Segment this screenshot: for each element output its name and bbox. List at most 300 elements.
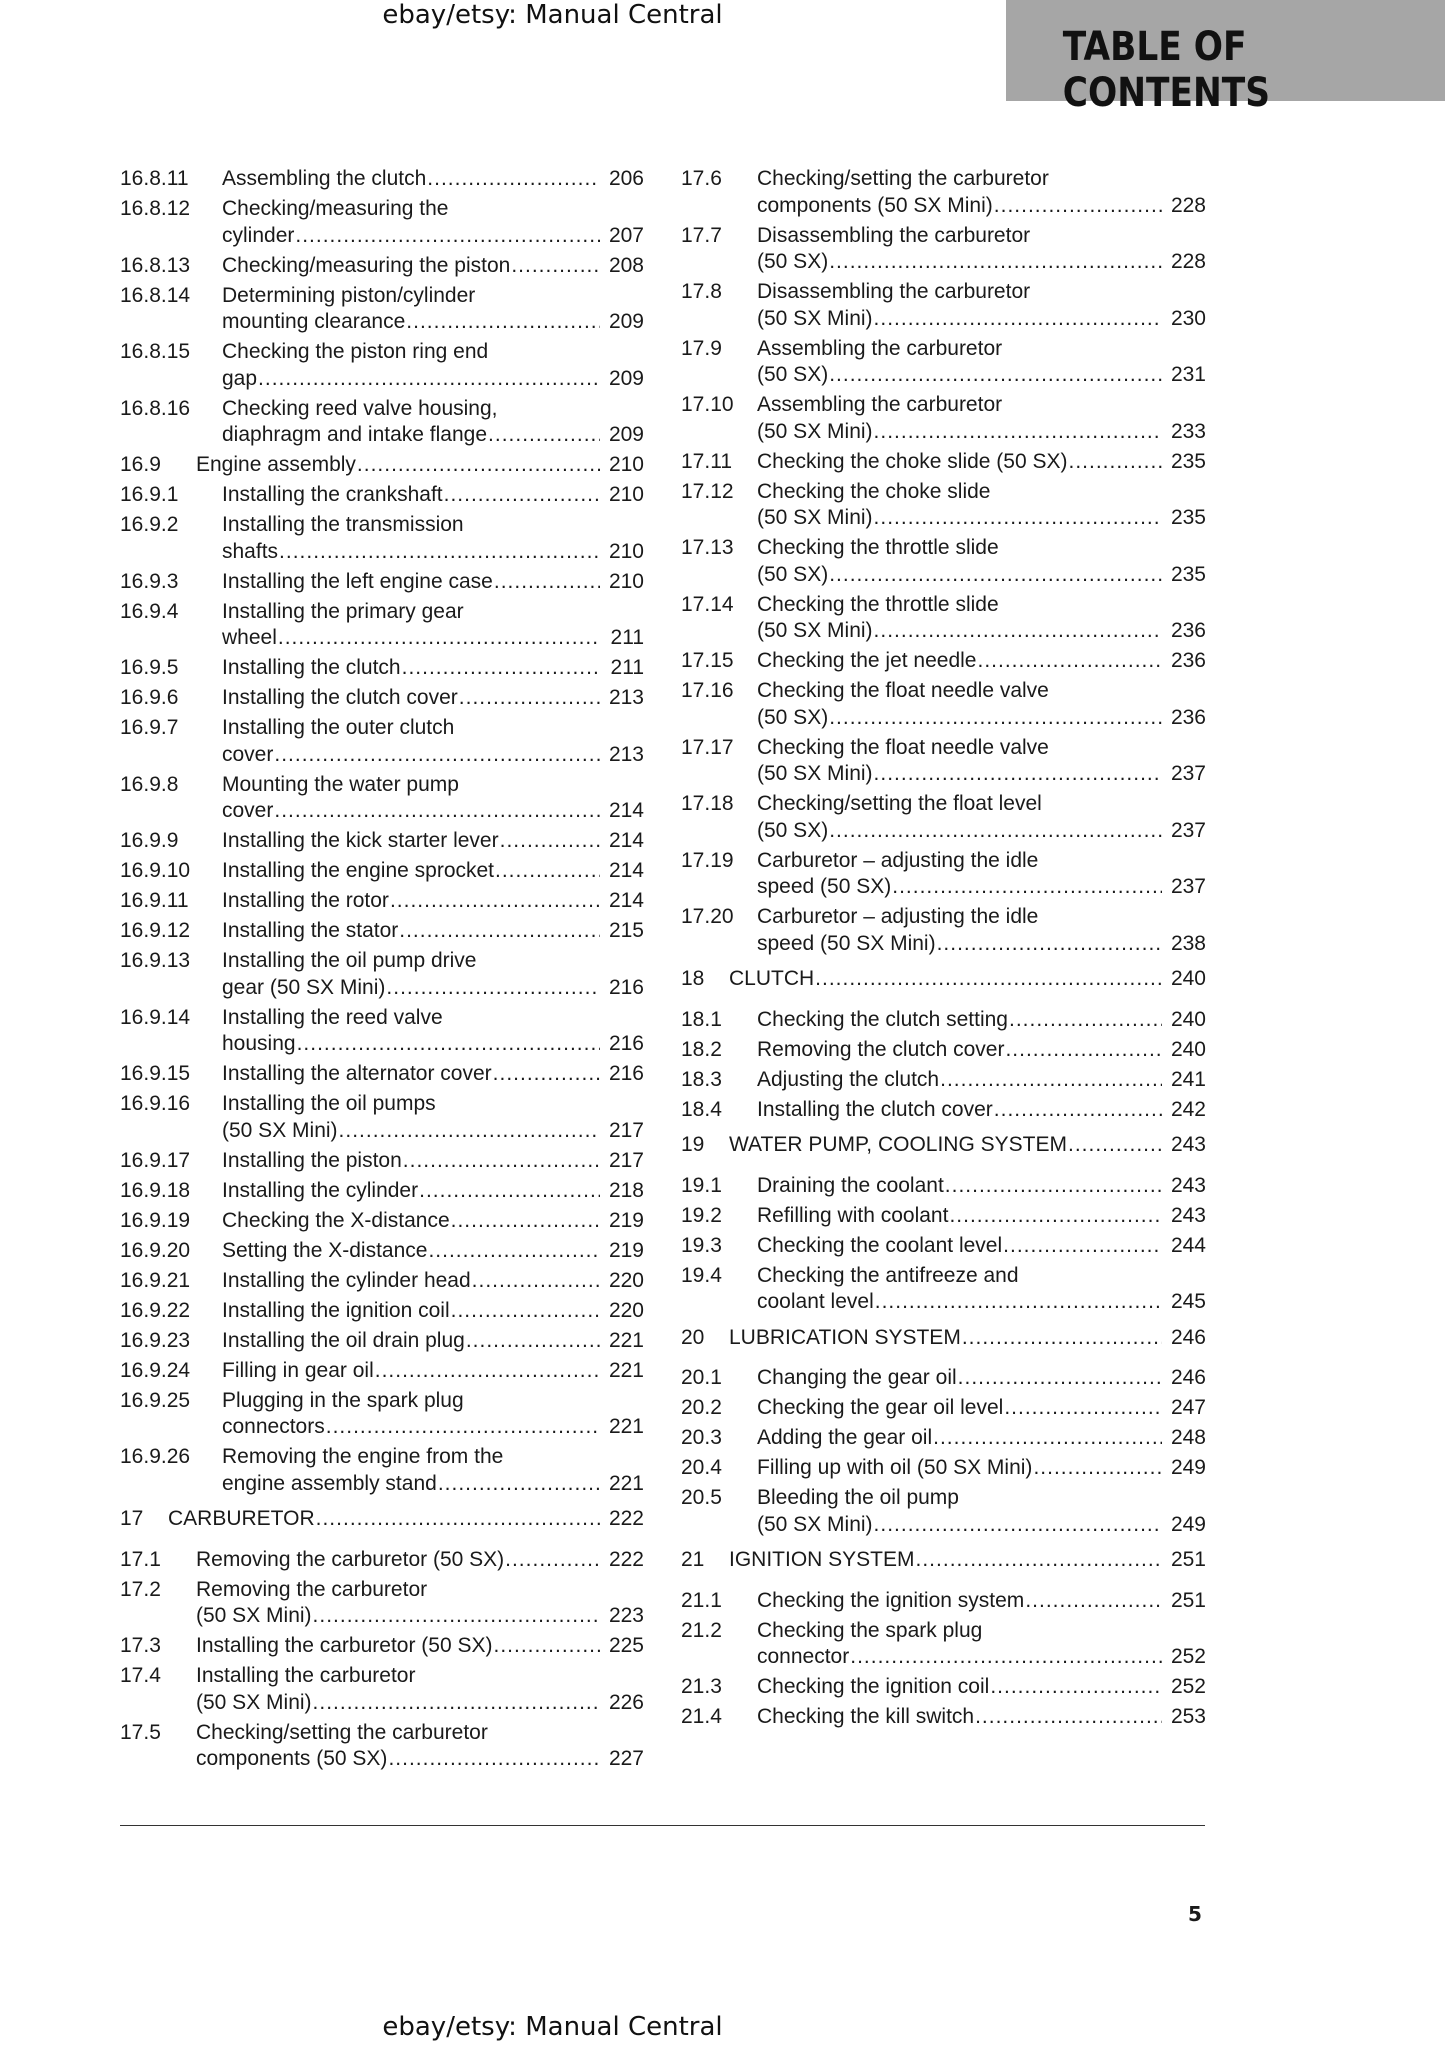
toc-entry[interactable] (120, 1178, 644, 1205)
toc-entry-title: components (50 SX Mini) (757, 193, 993, 217)
toc-page-number: 251 (1170, 1588, 1206, 1612)
toc-entry-title: Checking the ignition coil (757, 1675, 990, 1698)
toc-entry-title: LUBRICATION SYSTEM (729, 1325, 961, 1349)
toc-page-number: 238 (1170, 931, 1206, 955)
toc-entry[interactable] (120, 1268, 644, 1295)
toc-entry-title: Checking/setting the carburetor (757, 167, 1049, 190)
toc-entry[interactable] (120, 685, 644, 712)
toc-entry-number: 17.7 (681, 223, 722, 247)
dot-leader (274, 798, 600, 825)
toc-entry-title: Draining the coolant (757, 1173, 944, 1197)
dot-leader (949, 1203, 1162, 1230)
toc-entry-title: Carburetor – adjusting the idle (757, 905, 1039, 928)
toc-page-number: 217 (608, 1118, 644, 1142)
toc-entry[interactable] (681, 279, 1206, 332)
toc-entry-number: 21.1 (681, 1588, 722, 1612)
toc-page-number: 228 (1170, 250, 1206, 273)
toc-entry-title: Checking/setting the carburetor (196, 1720, 488, 1744)
dot-leader (892, 874, 1162, 901)
toc-page-number: 209 (608, 423, 644, 446)
toc-page-number: 228 (1170, 193, 1206, 217)
toc-entry[interactable] (120, 918, 644, 945)
toc-entry[interactable] (681, 479, 1206, 532)
toc-entry-number: 16.9.12 (120, 919, 191, 942)
toc-entry[interactable] (681, 904, 1206, 957)
toc-page-number: 213 (608, 686, 644, 709)
toc-page-number: 217 (608, 1148, 644, 1172)
toc-page-number: 214 (608, 889, 644, 912)
toc-entry-number: 20 (681, 1325, 705, 1349)
toc-entry-number: 17.1 (120, 1547, 161, 1571)
toc-entry[interactable] (120, 283, 644, 336)
toc-page-number: 216 (608, 1062, 644, 1085)
dot-leader (494, 569, 600, 596)
dot-leader (495, 858, 600, 885)
toc-entry[interactable] (120, 1358, 644, 1385)
toc-page-number: 235 (1170, 562, 1206, 586)
toc-entry-title: Checking the clutch setting (757, 1007, 1008, 1031)
toc-entry[interactable] (120, 253, 644, 280)
toc-entry[interactable] (120, 1547, 644, 1574)
toc-page-number: 235 (1170, 449, 1206, 473)
toc-entry[interactable] (120, 948, 644, 1001)
dot-leader (295, 223, 600, 250)
toc-entry-number: 16.8.11 (120, 167, 189, 190)
toc-page-number: 241 (1170, 1067, 1206, 1091)
toc-page-number: 220 (608, 1268, 644, 1292)
toc-chapter-entry[interactable] (681, 1132, 1206, 1159)
dot-leader (1033, 1455, 1162, 1482)
dot-leader (511, 253, 600, 280)
dot-leader (390, 888, 600, 915)
toc-entry[interactable] (681, 166, 1206, 219)
toc-entry-title: Plugging in the spark plug (222, 1388, 464, 1412)
toc-chapter-entry[interactable] (681, 966, 1206, 993)
toc-entry-title: (50 SX) (757, 250, 829, 273)
toc-entry-title: Installing the primary gear (222, 599, 464, 623)
toc-entry[interactable] (120, 196, 644, 249)
toc-entry[interactable] (120, 396, 644, 449)
toc-entry-title: Removing the carburetor (50 SX) (196, 1547, 505, 1571)
toc-entry-title: Removing the clutch cover (757, 1037, 1005, 1061)
toc-page-number: 230 (1170, 306, 1206, 330)
toc-entry[interactable] (120, 1005, 644, 1058)
toc-entry-title: Checking the throttle slide (757, 592, 999, 616)
dot-leader (945, 1173, 1162, 1200)
toc-entry[interactable] (120, 772, 644, 825)
toc-entry[interactable] (681, 1588, 1206, 1615)
dot-leader (451, 1208, 600, 1235)
toc-page-number: 252 (1170, 1675, 1206, 1698)
toc-entry-title: Removing the carburetor (196, 1577, 428, 1601)
toc-entry[interactable] (120, 599, 644, 652)
toc-entry-number: 16.9.13 (120, 949, 191, 972)
toc-entry[interactable] (120, 1663, 644, 1716)
toc-entry[interactable] (681, 1263, 1206, 1316)
dot-leader (829, 818, 1162, 845)
dot-leader (994, 1097, 1162, 1124)
toc-page-number: 209 (608, 366, 644, 390)
toc-entry[interactable] (681, 1704, 1206, 1731)
toc-entry[interactable] (681, 678, 1206, 731)
toc-entry[interactable] (681, 336, 1206, 389)
toc-entry-title: CARBURETOR (168, 1507, 315, 1530)
toc-entry-title: Checking the spark plug (757, 1618, 983, 1642)
toc-page-number: 221 (608, 1328, 644, 1352)
toc-entry-title: Installing the oil drain plug (222, 1328, 465, 1352)
toc-entry[interactable] (681, 1395, 1206, 1422)
toc-entry-title: Installing the stator (222, 919, 399, 942)
toc-entry-number: 16.9.1 (120, 483, 179, 506)
toc-page-number: 207 (608, 223, 644, 247)
toc-entry-title: housing (222, 1032, 296, 1055)
toc-entry-number: 19.2 (681, 1203, 722, 1227)
toc-entry-title: (50 SX Mini) (222, 1118, 338, 1142)
toc-page-number: 214 (608, 829, 644, 852)
toc-entry[interactable] (120, 828, 644, 855)
toc-entry-title: Checking/measuring the (222, 197, 449, 220)
dot-leader (326, 1414, 600, 1441)
toc-page-number: 247 (1170, 1396, 1206, 1419)
toc-entry-title: Filling up with oil (50 SX Mini) (757, 1456, 1033, 1479)
toc-entry[interactable] (120, 858, 644, 885)
toc-entry-number: 20.4 (681, 1456, 722, 1479)
dot-leader (829, 705, 1162, 732)
toc-page-number: 237 (1170, 762, 1206, 785)
toc-entry-number: 16.9 (120, 453, 161, 476)
toc-entry-title: CLUTCH (729, 967, 815, 990)
toc-entry-title: Changing the gear oil (757, 1366, 957, 1389)
toc-entry-number: 16.9.17 (120, 1148, 191, 1172)
toc-entry[interactable] (120, 1444, 644, 1497)
toc-entry-title: Disassembling the carburetor (757, 223, 1031, 247)
toc-entry-title: (50 SX) (757, 363, 829, 386)
dot-leader (488, 422, 600, 449)
toc-entry-title: shafts (222, 539, 279, 563)
toc-chapter-entry[interactable] (120, 1506, 644, 1533)
toc-entry-number: 17.10 (681, 393, 734, 416)
dot-leader (874, 1512, 1162, 1539)
toc-entry-number: 16.8.12 (120, 197, 191, 220)
toc-entry-number: 17.19 (681, 848, 734, 872)
toc-entry-title: Installing the reed valve (222, 1005, 443, 1029)
toc-entry-title: Engine assembly (196, 453, 356, 476)
toc-entry-number: 16.8.14 (120, 283, 191, 307)
dot-leader (962, 1325, 1162, 1352)
dot-leader (994, 193, 1162, 220)
toc-entry-number: 17.8 (681, 280, 722, 303)
toc-entry[interactable] (120, 1238, 644, 1265)
toc-entry[interactable] (120, 1091, 644, 1144)
toc-entry[interactable] (120, 512, 644, 565)
toc-entry-number: 16.9.19 (120, 1208, 191, 1232)
toc-entry-title: speed (50 SX) (757, 875, 892, 898)
toc-entry[interactable] (681, 1007, 1206, 1034)
toc-entry[interactable] (120, 1148, 644, 1175)
toc-entry-title: cover (222, 799, 274, 822)
toc-entry[interactable] (681, 1037, 1206, 1064)
page-title: TABLE OF CONTENTS (1062, 24, 1270, 116)
toc-entry[interactable] (120, 569, 644, 596)
dot-leader (406, 309, 600, 336)
toc-page-number: 216 (608, 975, 644, 999)
toc-page-number: 219 (608, 1208, 644, 1232)
toc-entry[interactable] (681, 1485, 1206, 1538)
toc-entry[interactable] (681, 392, 1206, 445)
dot-leader (874, 505, 1162, 532)
toc-entry-title: coolant level (757, 1290, 874, 1313)
toc-entry[interactable] (681, 1067, 1206, 1094)
dot-leader (357, 452, 600, 479)
toc-entry[interactable] (681, 735, 1206, 788)
toc-entry[interactable] (120, 482, 644, 509)
dot-leader (493, 1633, 600, 1660)
toc-entry-number: 16.9.8 (120, 772, 179, 796)
toc-entry-title: Installing the piston (222, 1148, 402, 1172)
toc-chapter-entry[interactable] (681, 1325, 1206, 1352)
toc-entry[interactable] (681, 1674, 1206, 1701)
dot-leader (815, 966, 1162, 993)
dot-leader (403, 1148, 600, 1175)
toc-entry[interactable] (120, 1720, 644, 1773)
toc-page-number: 218 (608, 1178, 644, 1202)
toc-entry[interactable] (120, 1577, 644, 1630)
toc-page-number: 221 (608, 1471, 644, 1495)
toc-entry-title: Checking the choke slide (757, 479, 991, 503)
dot-leader (278, 625, 600, 652)
dot-leader (1003, 1233, 1162, 1260)
toc-entry-number: 16.9.9 (120, 829, 179, 852)
dot-leader (313, 1690, 600, 1717)
toc-entry[interactable] (120, 1633, 644, 1660)
toc-entry[interactable] (120, 888, 644, 915)
dot-leader (978, 648, 1163, 675)
toc-entry-number: 16.9.4 (120, 599, 179, 623)
toc-page-number: 240 (1170, 1037, 1206, 1061)
toc-entry-title: wheel (222, 626, 277, 649)
toc-entry[interactable] (681, 1233, 1206, 1260)
dot-leader (388, 1746, 600, 1773)
toc-page-number: 213 (608, 742, 644, 766)
toc-entry-number: 16.9.2 (120, 513, 179, 536)
dot-leader (1004, 1395, 1162, 1422)
toc-entry-title: speed (50 SX Mini) (757, 931, 936, 955)
toc-entry-number: 16.9.16 (120, 1092, 191, 1115)
toc-page-number: 249 (1170, 1512, 1206, 1536)
toc-entry[interactable] (681, 1097, 1206, 1124)
toc-entry-title: Checking/measuring the piston (222, 253, 511, 277)
dot-leader (1009, 1007, 1162, 1034)
toc-entry[interactable] (681, 1455, 1206, 1482)
dot-leader (875, 1289, 1162, 1316)
toc-entry-title: (50 SX) (757, 562, 829, 586)
toc-entry-title: Checking the ignition system (757, 1588, 1025, 1612)
toc-entry-number: 17.16 (681, 679, 734, 702)
toc-entry-title: Checking/setting the float level (757, 792, 1042, 815)
toc-entry-title: Installing the cylinder (222, 1178, 419, 1202)
dot-leader (427, 166, 600, 193)
toc-entry-title: Installing the clutch cover (222, 686, 458, 709)
toc-page-number: 244 (1170, 1233, 1206, 1257)
toc-entry-number: 17.3 (120, 1634, 161, 1657)
toc-entry-title: Installing the oil pump drive (222, 949, 477, 972)
toc-entry-number: 17.9 (681, 336, 722, 360)
toc-entry-number: 16.9.24 (120, 1358, 191, 1382)
toc-entry-number: 17.13 (681, 536, 734, 559)
toc-entry[interactable] (681, 1203, 1206, 1230)
dot-leader (339, 1118, 600, 1145)
toc-page-number: 240 (1170, 1007, 1206, 1031)
toc-entry-title: Refilling with coolant (757, 1203, 949, 1227)
toc-entry[interactable] (681, 791, 1206, 844)
toc-entry[interactable] (120, 452, 644, 479)
toc-entry-title: Determining piston/cylinder (222, 283, 476, 307)
toc-entry-number: 18 (681, 967, 705, 990)
toc-entry-title: Installing the crankshaft (222, 483, 443, 506)
dot-leader (874, 419, 1162, 446)
toc-page-number: 209 (608, 310, 644, 333)
dot-leader (874, 618, 1162, 645)
dot-leader (313, 1603, 600, 1630)
toc-entry-title: Installing the carburetor (50 SX) (196, 1634, 493, 1657)
dot-leader (1069, 449, 1163, 476)
toc-entry[interactable] (120, 1298, 644, 1325)
toc-page-number: 240 (1170, 967, 1206, 990)
toc-page-number: 252 (1170, 1645, 1206, 1668)
toc-entry-number: 16.9.11 (120, 889, 189, 912)
dot-leader (375, 1358, 600, 1385)
toc-entry-number: 17.11 (681, 449, 732, 473)
dot-leader (402, 655, 600, 682)
toc-page-number: 211 (610, 656, 644, 679)
toc-entry-number: 17.12 (681, 479, 734, 503)
dot-leader (1025, 1588, 1162, 1615)
toc-entry-title: Installing the rotor (222, 889, 389, 912)
toc-entry-title: Checking the throttle slide (757, 536, 999, 559)
toc-entry-title: Checking the antifreeze and (757, 1263, 1019, 1287)
toc-entry[interactable] (681, 848, 1206, 901)
toc-entry[interactable] (681, 648, 1206, 675)
toc-entry[interactable] (681, 1365, 1206, 1392)
toc-entry-title: Installing the cylinder head (222, 1268, 471, 1292)
toc-entry-number: 16.9.5 (120, 656, 179, 679)
toc-entry-number: 18.1 (681, 1007, 722, 1031)
dot-leader (258, 366, 600, 393)
dot-leader (829, 249, 1162, 276)
toc-entry-number: 16.9.15 (120, 1062, 191, 1085)
toc-entry-title: Installing the oil pumps (222, 1092, 436, 1115)
toc-entry[interactable] (120, 339, 644, 392)
toc-entry-number: 17.6 (681, 167, 722, 190)
toc-entry-title: IGNITION SYSTEM (729, 1548, 915, 1571)
toc-entry[interactable] (120, 655, 644, 682)
toc-entry[interactable] (120, 1328, 644, 1355)
toc-entry-title: (50 SX Mini) (196, 1604, 312, 1627)
toc-entry-title: Checking the kill switch (757, 1705, 975, 1728)
dot-leader (958, 1365, 1162, 1392)
toc-page-number: 216 (608, 1032, 644, 1055)
toc-page-number: 253 (1170, 1705, 1206, 1728)
toc-entry-number: 17.2 (120, 1577, 161, 1601)
toc-entry[interactable] (120, 1388, 644, 1441)
toc-entry-number: 16.9.6 (120, 686, 179, 709)
toc-page-number: 242 (1170, 1097, 1206, 1121)
toc-entry-title: Installing the outer clutch (222, 716, 455, 739)
dot-leader (459, 685, 600, 712)
toc-entry[interactable] (120, 715, 644, 768)
dot-leader (451, 1298, 600, 1325)
section-header (1006, 0, 1445, 116)
toc-page-number: 225 (608, 1634, 644, 1657)
toc-page-number: 251 (1170, 1548, 1206, 1571)
toc-entry-title: cover (222, 742, 274, 766)
toc-page-number: 236 (1170, 705, 1206, 729)
toc-entry[interactable] (681, 223, 1206, 276)
dot-leader (466, 1328, 600, 1355)
toc-entry[interactable] (681, 1425, 1206, 1452)
dot-leader (279, 539, 600, 566)
toc-page-number: 214 (608, 799, 644, 822)
toc-entry-number: 20.2 (681, 1396, 722, 1419)
toc-entry-number: 16.9.22 (120, 1298, 191, 1322)
toc-page-number: 237 (1170, 875, 1206, 898)
toc-page-number: 210 (608, 453, 644, 476)
dot-leader (990, 1674, 1162, 1701)
toc-entry-number: 21 (681, 1548, 705, 1571)
toc-entry-title: (50 SX) (757, 705, 829, 729)
toc-entry[interactable] (120, 1061, 644, 1088)
toc-entry-title: Checking the coolant level (757, 1233, 1003, 1257)
toc-entry-title: (50 SX) (757, 818, 829, 842)
toc-entry-title: Installing the carburetor (196, 1664, 416, 1687)
toc-entry-title: Installing the kick starter lever (222, 829, 499, 852)
toc-entry-title: Installing the engine sprocket (222, 859, 495, 882)
toc-entry-title: Assembling the carburetor (757, 393, 1003, 416)
toc-entry[interactable] (681, 449, 1206, 476)
toc-entry[interactable] (681, 535, 1206, 588)
toc-entry-number: 16.8.13 (120, 253, 191, 277)
toc-entry-number: 17.18 (681, 792, 734, 815)
toc-entry-title: WATER PUMP, COOLING SYSTEM (729, 1133, 1067, 1156)
toc-entry-title: diaphragm and intake flange (222, 423, 488, 446)
footer-divider (120, 1825, 1205, 1826)
toc-entry-title: Installing the left engine case (222, 569, 493, 593)
toc-entry-number: 19.4 (681, 1263, 722, 1287)
toc-entry-title: mounting clearance (222, 310, 406, 333)
toc-entry-number: 17.15 (681, 649, 734, 672)
dot-leader (472, 1268, 600, 1295)
toc-page-number: 210 (608, 483, 644, 506)
toc-entry[interactable] (120, 166, 644, 193)
toc-entry[interactable] (681, 1173, 1206, 1200)
toc-entry-title: Assembling the carburetor (757, 336, 1003, 360)
toc-page-number: 243 (1170, 1203, 1206, 1227)
toc-entry-title: (50 SX Mini) (757, 762, 873, 785)
toc-entry-title: components (50 SX) (196, 1747, 388, 1770)
toc-entry[interactable] (120, 1208, 644, 1235)
toc-entry-title: Disassembling the carburetor (757, 280, 1031, 303)
toc-left-column (120, 166, 644, 1776)
toc-entry[interactable] (681, 1618, 1206, 1671)
toc-entry[interactable] (681, 592, 1206, 645)
toc-chapter-entry[interactable] (681, 1547, 1206, 1574)
toc-entry-number: 16.8.15 (120, 340, 191, 363)
toc-entry-title: Installing the alternator cover (222, 1062, 492, 1085)
toc-entry-number: 21.4 (681, 1705, 722, 1728)
toc-entry-title: Filling in gear oil (222, 1358, 374, 1382)
toc-entry-title: (50 SX Mini) (757, 1512, 873, 1536)
toc-page-number: 206 (608, 167, 644, 190)
